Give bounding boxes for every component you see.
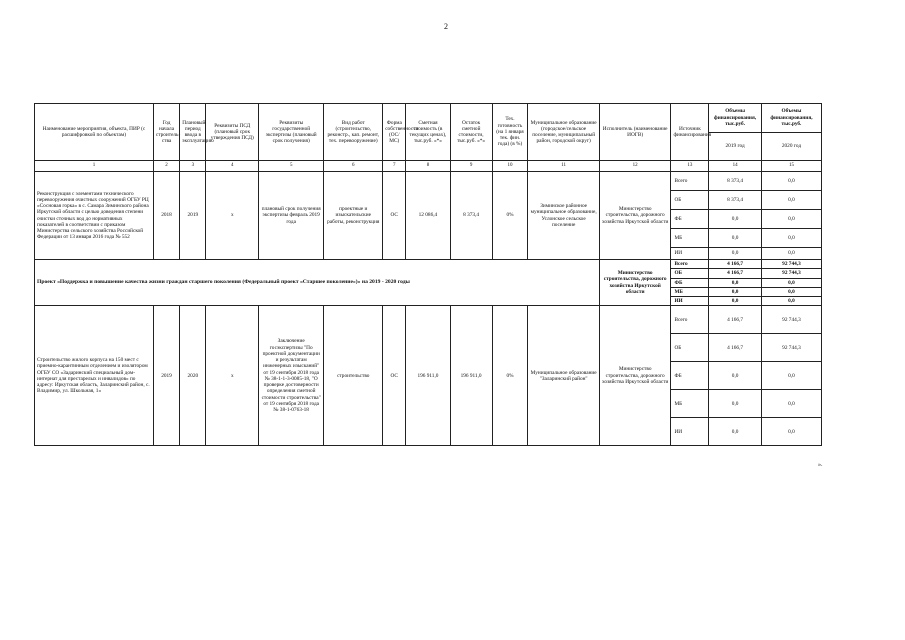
column-number: 6	[324, 161, 383, 172]
expertise-details: плановый срок получения экспертизы февраль 2019 года	[259, 172, 324, 260]
project-executor: Министерство строительства, дорожного хозяйства Иркутской области	[599, 260, 671, 306]
amount-2019: 0,0	[709, 287, 762, 296]
year-start: 2018	[153, 172, 179, 260]
object-name: Строительство жилого корпуса на 150 мест с приемно-карантинным отделением и изолятором ОГБУ СО «Задаринский специальный дом-интернат для престарелых и инвалидов» по адресу: Иркутская область, Заларинский район, с. Владимир, ул. Школьная, 1»	[35, 306, 154, 446]
amount-2019: 4 166,7	[709, 306, 762, 334]
amount-2020: 0,0	[761, 248, 821, 260]
psd-details: х	[206, 172, 259, 260]
header-commission-period: Плановый период ввода в эксплуатацию	[180, 104, 206, 161]
amount-2020: 0,0	[761, 172, 821, 191]
page-number: 2	[444, 22, 448, 31]
column-number: 8	[406, 161, 450, 172]
column-number: 11	[528, 161, 600, 172]
funding-source: ИИ	[671, 248, 709, 260]
amount-2020: 0,0	[761, 287, 821, 296]
header-expertise: Реквизиты государственной экспертизы (плановый срок получения)	[259, 104, 324, 161]
amount-2019: 0,0	[709, 210, 762, 229]
readiness: 0%	[492, 306, 528, 446]
expertise-details: Заключение госэкспертизы "По проектной документации и результатам инженерных изысканий" от 19 сентября 2018 года № 38-1-1-3-0085-18, "О проверке достоверности определения сметной стоимости строительства" от 19 сентября 2018 года № 38-1-0763-18	[259, 306, 324, 446]
column-number: 7	[383, 161, 406, 172]
funding-source: Всего	[671, 172, 709, 191]
column-number: 4	[206, 161, 259, 172]
amount-2019: 0,0	[709, 278, 762, 287]
column-number: 15	[761, 161, 821, 172]
funding-source: ФБ	[671, 210, 709, 229]
header-ownership: Форма собственности (ОС/МС)	[383, 104, 406, 161]
column-number: 13	[671, 161, 709, 172]
header-source: Источник финансирования	[671, 104, 709, 161]
table-row	[35, 172, 822, 191]
amount-2020: 0,0	[761, 191, 821, 210]
amount-2019: 4 166,7	[709, 269, 762, 278]
closing-quote-mark: ».	[818, 462, 823, 468]
psd-details: х	[206, 306, 259, 446]
ownership: ОС	[383, 306, 406, 446]
amount-2019: 8 373,4	[709, 172, 762, 191]
header-volume-2020: Объемы финансирования, тыс.руб.	[761, 104, 821, 133]
project-row	[35, 260, 822, 269]
funding-source: МБ	[671, 390, 709, 418]
object-name: Реконструкция с элементами технического перевооружения очистных сооружений ОГБУ РЦ «Сосновая горка» в с. Самара Зиминского района Иркутской области с целью доведения степени очистки сточных вод до нормативных показателей в соответствии с приказом Министерства сельского хозяйства Российской Федерации от 13 января 2016 года № 552	[35, 172, 154, 260]
column-number: 9	[450, 161, 492, 172]
work-type: проектные и изыскательские работы, реконструкция	[324, 172, 383, 260]
work-type: строительство	[324, 306, 383, 446]
column-numbers-row	[35, 161, 822, 172]
header-remaining-cost: Остаток сметной стоимости, тыс.руб. «*»	[450, 104, 492, 161]
funding-source: МБ	[671, 229, 709, 248]
funding-source: ИИ	[671, 297, 709, 306]
readiness: 0%	[492, 172, 528, 260]
funding-source: ОБ	[671, 334, 709, 362]
municipality: Зиминское районное муниципальное образование, Услонское сельское поселение	[528, 172, 600, 260]
header-work-type: Вид работ (строительство, реконстр., кап. ремонт, тех. перевооружение)	[324, 104, 383, 161]
amount-2020: 0,0	[761, 390, 821, 418]
amount-2019: 8 373,4	[709, 191, 762, 210]
amount-2019: 0,0	[709, 418, 762, 446]
funding-source: ИИ	[671, 418, 709, 446]
estimated-cost: 12 086,4	[406, 172, 450, 260]
column-number: 12	[599, 161, 671, 172]
project-title: Проект «Поддержка и повышение качества жизни граждан старшего поколения (Федеральный проект «Старшее поколение»)» на 2019 - 2020 годы	[35, 260, 600, 306]
financing-table	[34, 103, 822, 446]
header-executor: Исполнитель (наименование ИОГВ)	[599, 104, 671, 161]
amount-2019: 4 166,7	[709, 334, 762, 362]
header-row	[35, 104, 822, 133]
header-estimated-cost: Сметная стоимость (в текущих ценах), тыс.руб. «*»	[406, 104, 450, 161]
column-number: 10	[492, 161, 528, 172]
amount-2020: 0,0	[761, 362, 821, 390]
year-start: 2019	[153, 306, 179, 446]
amount-2020: 0,0	[761, 297, 821, 306]
amount-2020: 92 744,3	[761, 334, 821, 362]
header-volume-2019: Объемы финансирования, тыс.руб.	[709, 104, 762, 133]
header-readiness: Тех. готовность (на 1 января тек. фин. года) (в %)	[492, 104, 528, 161]
executor: Министерство строительства, дорожного хозяйства Иркутской области	[599, 172, 671, 260]
column-number: 14	[709, 161, 762, 172]
year-end: 2019	[180, 172, 206, 260]
column-number: 5	[259, 161, 324, 172]
estimated-cost: 196 911,0	[406, 306, 450, 446]
amount-2020: 92 744,3	[761, 269, 821, 278]
header-year-start: Год начала строитель-ства	[153, 104, 179, 161]
amount-2020: 0,0	[761, 210, 821, 229]
amount-2019: 0,0	[709, 248, 762, 260]
amount-2020: 0,0	[761, 229, 821, 248]
amount-2019: 4 166,7	[709, 260, 762, 269]
funding-source: ФБ	[671, 362, 709, 390]
header-name: Наименование мероприятия, объекта, ПИР (с расшифровкой по объектам)	[35, 104, 154, 161]
amount-2019: 0,0	[709, 362, 762, 390]
header-psd: Реквизиты ПСД (плановый срок утверждения ПСД)	[206, 104, 259, 161]
funding-source: Всего	[671, 306, 709, 334]
amount-2020: 0,0	[761, 418, 821, 446]
amount-2020: 92 744,3	[761, 260, 821, 269]
header-year-2019: 2019 год	[709, 132, 762, 161]
column-number: 3	[180, 161, 206, 172]
amount-2019: 0,0	[709, 297, 762, 306]
table-row	[35, 306, 822, 334]
funding-source: ОБ	[671, 269, 709, 278]
amount-2019: 0,0	[709, 390, 762, 418]
amount-2019: 0,0	[709, 229, 762, 248]
executor: Министерство строительства, дорожного хозяйства Иркутской области	[599, 306, 671, 446]
funding-source: ОБ	[671, 191, 709, 210]
funding-source: Всего	[671, 260, 709, 269]
year-end: 2020	[180, 306, 206, 446]
ownership: ОС	[383, 172, 406, 260]
column-number: 1	[35, 161, 154, 172]
remaining-cost: 8 373,4	[450, 172, 492, 260]
funding-source: МБ	[671, 287, 709, 296]
header-year-2020: 2020 год	[761, 132, 821, 161]
amount-2020: 92 744,3	[761, 306, 821, 334]
column-number: 2	[153, 161, 179, 172]
remaining-cost: 196 911,0	[450, 306, 492, 446]
amount-2020: 0,0	[761, 278, 821, 287]
header-municipality: Муниципальное образование (городское/сельское поселение, муниципальный район, городской округ)	[528, 104, 600, 161]
municipality: Муниципальное образование "Заларинский район"	[528, 306, 600, 446]
funding-source: ФБ	[671, 278, 709, 287]
